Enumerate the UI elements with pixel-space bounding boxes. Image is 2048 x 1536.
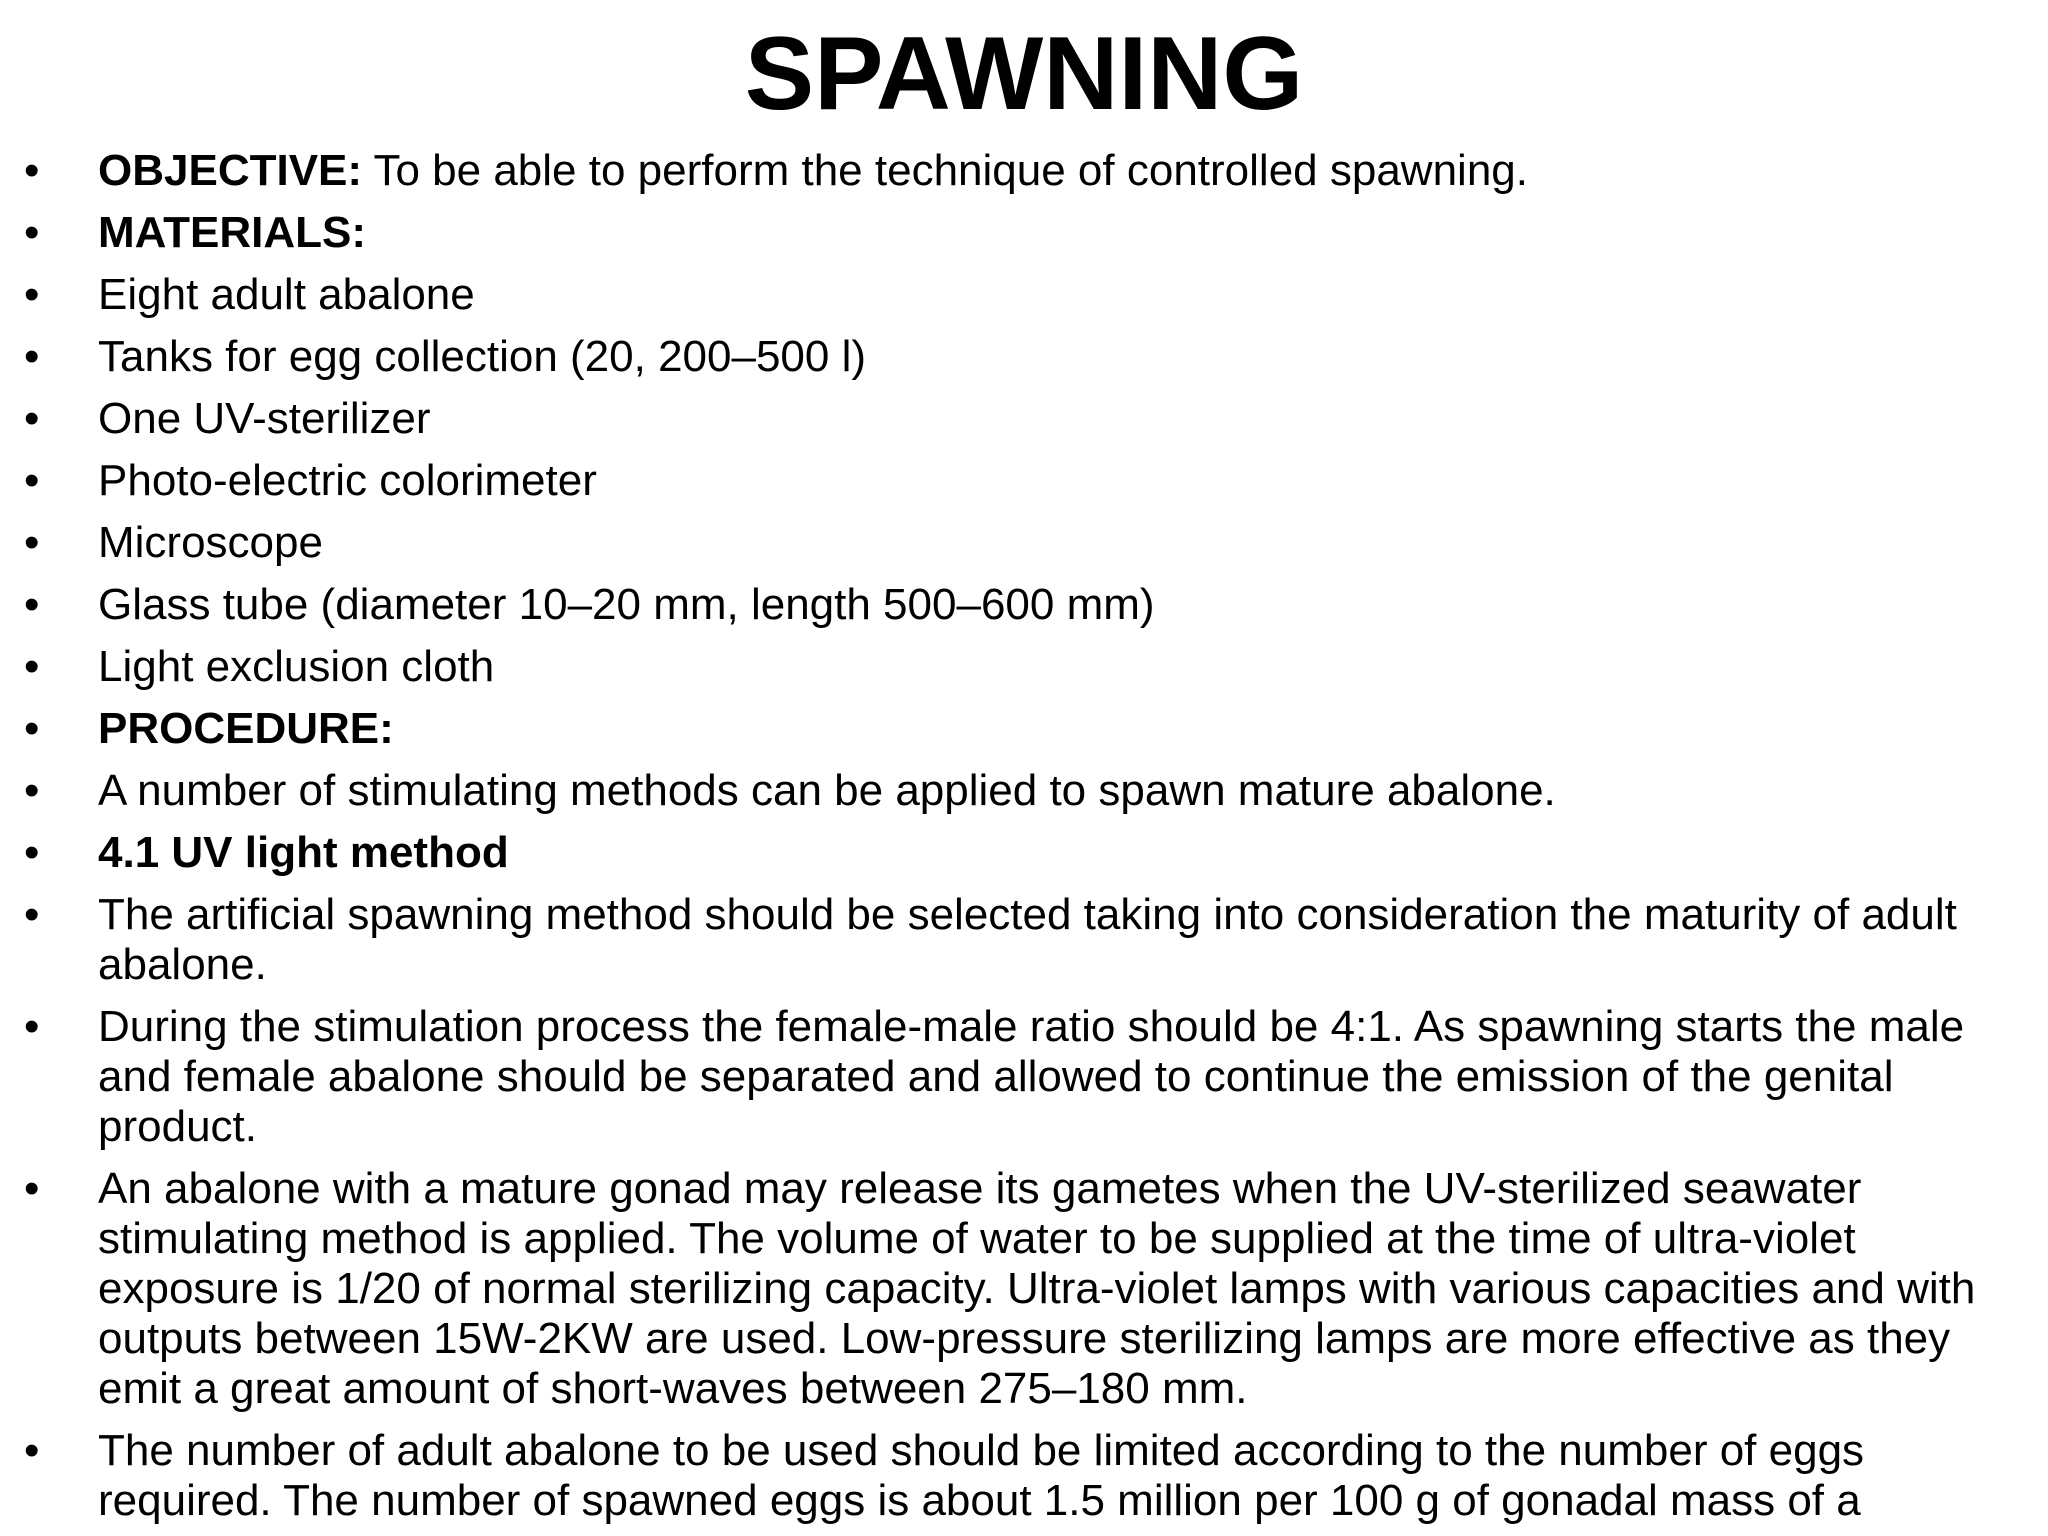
procedure-text: The artificial spawning method should be selected taking into consideration the maturity of adult abalone.: [98, 890, 1957, 989]
procedure-text: The number of adult abalone to be used should be limited according to the number of eggs required. The number of spawned eggs is about 1.5 million per 100 g of gonadal mass of a: [98, 1426, 1865, 1525]
bullet-materials-heading: [0, 208, 2048, 258]
bullet-material-item: [0, 642, 2048, 692]
bullet-dot: •: [24, 270, 40, 319]
bullet-material-item: [0, 394, 2048, 444]
bullet-procedure-item: [0, 1426, 2048, 1526]
bullet-dot: •: [24, 1164, 40, 1213]
bullet-list: [0, 146, 2048, 1536]
bullet-dot: •: [24, 766, 40, 815]
bullet-dot: •: [24, 456, 40, 505]
bullet-material-item: [0, 332, 2048, 382]
bullet-procedure-item: [0, 766, 2048, 816]
bullet-dot: •: [24, 704, 40, 753]
procedure-heading: PROCEDURE:: [98, 704, 394, 753]
procedure-text: An abalone with a mature gonad may release its gametes when the UV-sterilized seawater stimulating method is applied. The volume of water to be supplied at the time of ultra-violet exposure is 1/20 of normal sterilizing capacity. Ultra-violet lamps with various capacities and with outputs between 15W-2KW are used. Low-pressure sterilizing lamps are more effective as they emit a great amount of short-waves between 275–180 mm.: [98, 1164, 1976, 1413]
bullet-dot: •: [24, 828, 40, 877]
bullet-material-item: [0, 518, 2048, 568]
material-text: Light exclusion cloth: [98, 642, 495, 691]
bullet-dot: •: [24, 642, 40, 691]
bullet-dot: •: [24, 1002, 40, 1051]
section-heading: 4.1 UV light method: [98, 828, 509, 877]
bullet-dot: •: [24, 208, 40, 257]
bullet-dot: •: [24, 518, 40, 567]
bullet-dot: •: [24, 332, 40, 381]
bullet-procedure-heading: [0, 704, 2048, 754]
bullet-dot: •: [24, 580, 40, 629]
bullet-material-item: [0, 456, 2048, 506]
material-text: Eight adult abalone: [98, 270, 475, 319]
slide-title: SPAWNING: [744, 16, 1304, 132]
objective-text: To be able to perform the technique of controlled spawning.: [362, 146, 1528, 195]
material-text: Tanks for egg collection (20, 200–500 l): [98, 332, 867, 381]
procedure-text: A number of stimulating methods can be applied to spawn mature abalone.: [98, 766, 1556, 815]
bullet-procedure-item: [0, 890, 2048, 990]
bullet-procedure-item: [0, 1002, 2048, 1152]
bullet-material-item: [0, 270, 2048, 320]
bullet-objective: [0, 146, 2048, 196]
objective-label: OBJECTIVE:: [98, 146, 363, 195]
material-text: Glass tube (diameter 10–20 mm, length 500–600 mm): [98, 580, 1155, 629]
bullet-dot: •: [24, 1426, 40, 1475]
bullet-section-heading: [0, 828, 2048, 878]
bullet-dot: •: [24, 890, 40, 939]
material-text: One UV-sterilizer: [98, 394, 431, 443]
bullet-procedure-item: [0, 1164, 2048, 1414]
bullet-dot: •: [24, 146, 40, 195]
bullet-material-item: [0, 580, 2048, 630]
material-text: Photo-electric colorimeter: [98, 456, 597, 505]
procedure-text: During the stimulation process the female-male ratio should be 4:1. As spawning starts the male and female abalone should be separated and allowed to continue the emission of the genital product.: [98, 1002, 1965, 1151]
bullet-dot: •: [24, 394, 40, 443]
material-text: Microscope: [98, 518, 323, 567]
materials-heading: MATERIALS:: [98, 208, 367, 257]
